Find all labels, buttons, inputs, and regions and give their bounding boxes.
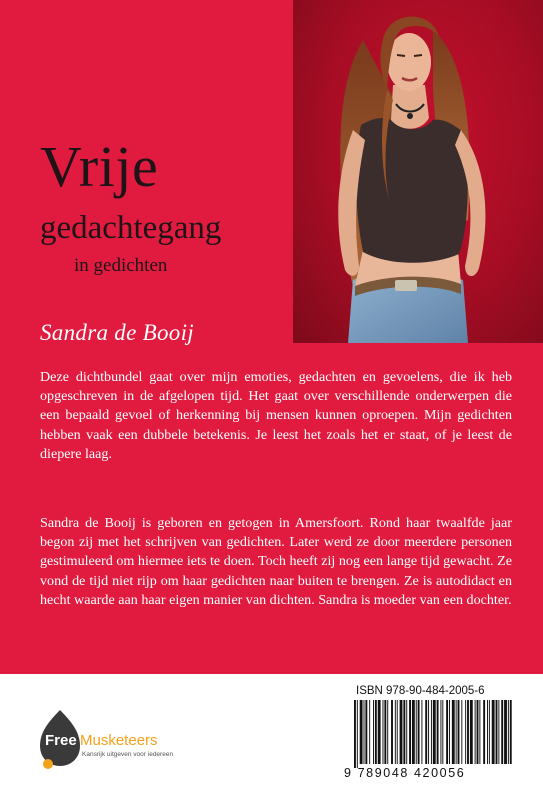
publisher-name-free: Free bbox=[45, 732, 77, 749]
book-title: Vrije bbox=[40, 134, 159, 199]
author-name: Sandra de Booij bbox=[40, 320, 194, 345]
book-subtitle: in gedichten bbox=[74, 255, 168, 276]
publisher-name-musketeers: Musketeers bbox=[80, 732, 158, 749]
isbn-barcode bbox=[352, 700, 512, 768]
publisher-tagline: Kansrijk uitgeven voor iedereen bbox=[82, 751, 174, 758]
author-photo bbox=[293, 0, 543, 343]
blurb-paragraph-1: Deze dichtbundel gaat over mijn emoties, gedachten en gevoelens, die ik heb opgeschreven in de afgelopen tijd. Het gaat over verschillende onderwerpen die een bepaald gevoel of herkenning bij mensen kunnen oproepen. Mijn gedichten hebben vaak een dubbele betekenis. Je leest het zoals het er staat, of je leest de diepere laag. bbox=[40, 369, 512, 462]
blurb-paragraph-2: Sandra de Booij is geboren en getogen in Amersfoort. Rond haar twaalfde jaar begon zij met het schrijven van gedichten. Later werd ze door meerdere personen gestimuleerd om hiermee iets te doen. Toch heeft zij nog een lange tijd gewacht. Ze vond de tijd niet rijp om haar gedichten naar buiten te brengen. Ze is autodidact en hecht waarde aan haar eigen manier van dichten. Sandra is moeder van een dochter. bbox=[40, 515, 512, 608]
author-photo-illustration bbox=[293, 0, 543, 343]
barcode-digits: 9 789048 420056 bbox=[344, 766, 466, 780]
book-title-line-2: gedachtegang bbox=[40, 210, 222, 246]
isbn-label: ISBN 978-90-484-2005-6 bbox=[356, 685, 485, 697]
publisher-logo bbox=[34, 700, 204, 780]
